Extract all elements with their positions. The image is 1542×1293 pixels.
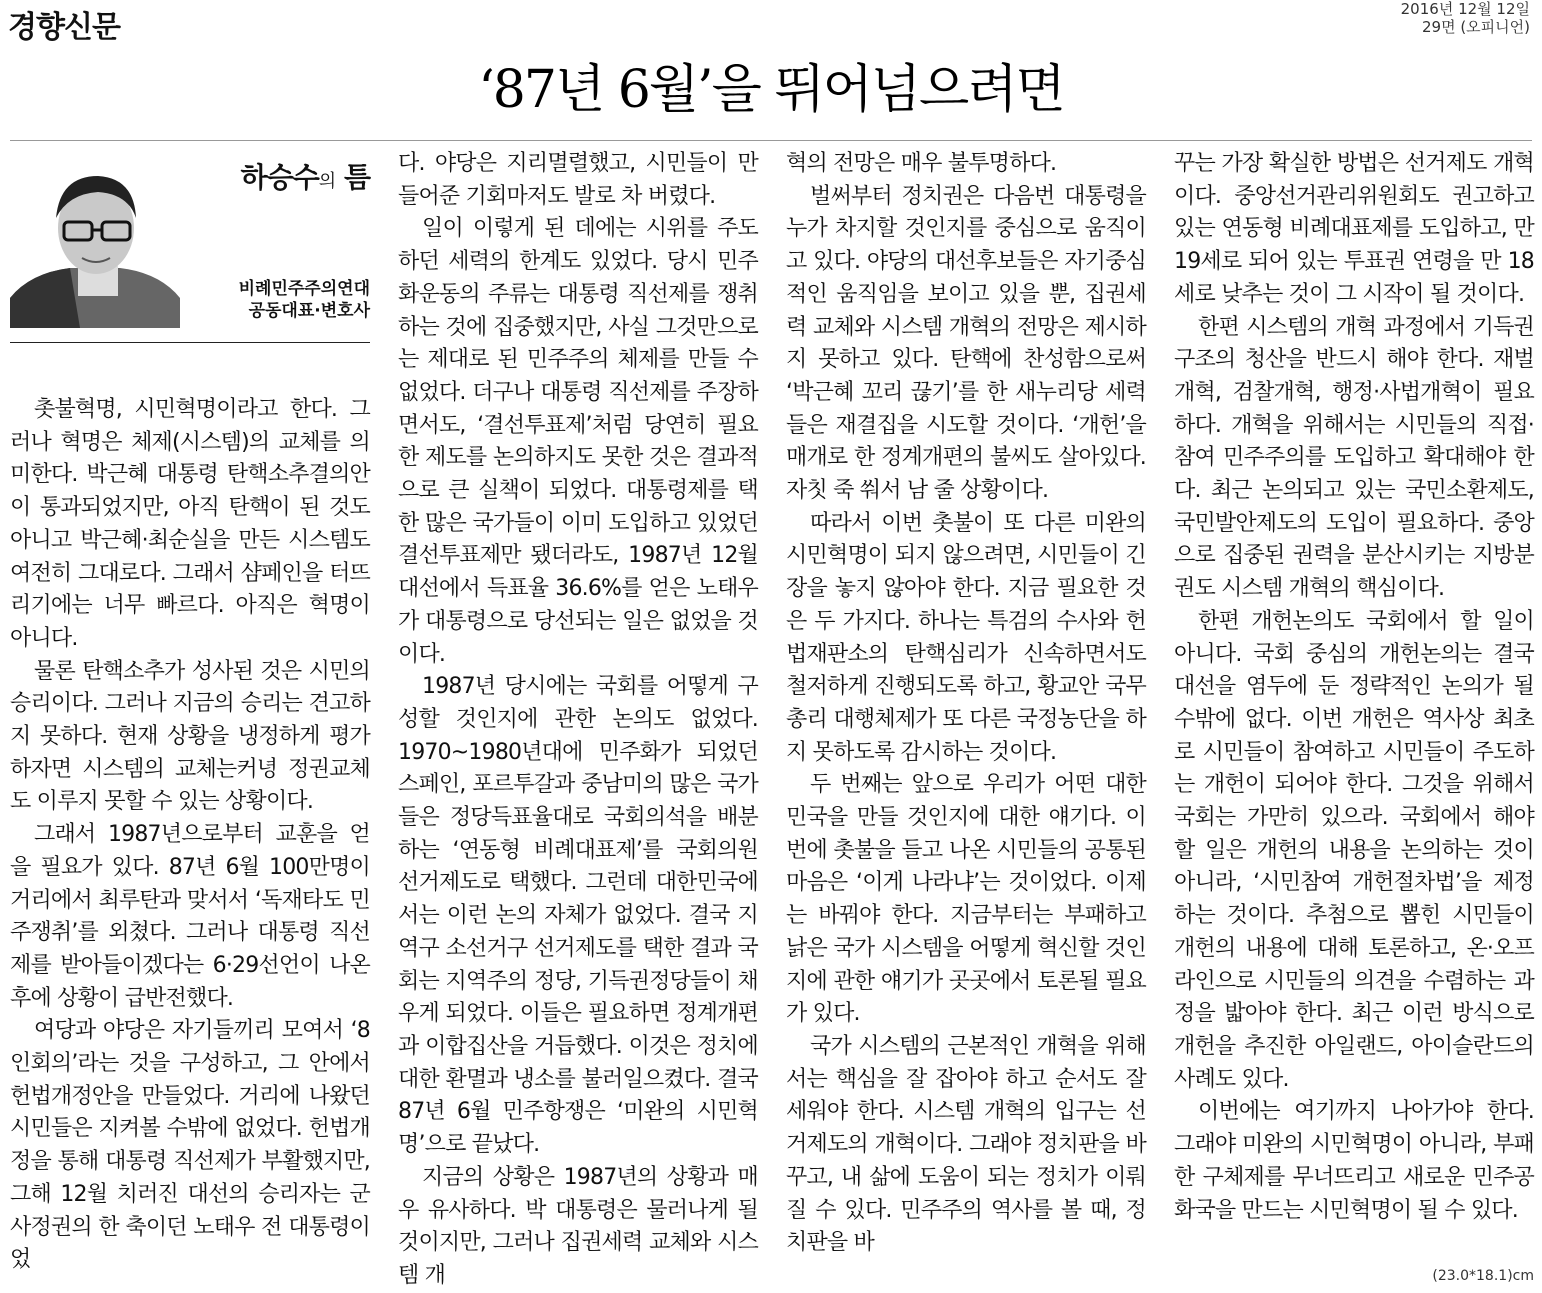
article-paragraph: 지금의 상황은 1987년의 상황과 매우 유사하다. 박 대통령은 물러나게 될 것이지만, 그러나 집권세력 교체와 시스템 개 (398, 1164, 758, 1288)
article-paragraph: 1987년 당시에는 국회를 어떻게 구성할 것인지에 관한 논의도 없었다. 1970~1980년대에 민주화가 되었던 스페인, 포르투갈과 중남미의 많은 국가들은 정당득표율대로 국회의석을 배분하는 ‘연동형 비례대표제’를 국회의원 선거제도로 택했다. 그런데 대한민국에서는 이런 논의 자체가 없었다. 결국 지역구 소선거구 선거제도를 택한 결과 국회는 지역주의 정당, 기득권정당들이 채우게 되었다. 이들은 필요하면 정계개편과 이합집산을 거듭했다. 이것은 정치에 대한 환멸과 냉소를 불러일으켰다. 결국 87년 6월 민주항쟁은 ‘미완의 시민혁명’으로 끝났다. (398, 674, 758, 1158)
article-paragraph: 여당과 야당은 자기들끼리 모여서 ‘8인회의’라는 것을 구성하고, 그 안에서 헌법개정안을 만들었다. 거리에 나왔던 시민들은 지켜볼 수밖에 없었다. 헌법개정을 통해 대통령 직선제가 부활했지만, 그해 12월 치러진 대선의 승리자는 군사정권의 한 축이던 노태우 전 대통령이었 (10, 1018, 370, 1273)
article-paragraph: 일이 이렇게 된 데에는 시위를 주도하던 세력의 한계도 있었다. 당시 민주화운동의 주류는 대통령 직선제를 쟁취하는 것에 집중했지만, 사실 그것만으로는 제대로 된 민주주의 체제를 만들 수 없었다. 더구나 대통령 직선제를 주장하면서도, ‘결선투표제’처럼 당연히 필요한 제도를 논의하지도 못한 것은 결과적으로 큰 실책이 되었다. 대통령제를 택한 많은 국가들이 이미 도입하고 있었던 결선투표제만 됐더라도, 1987년 12월 대선에서 득표율 36.6%를 얻은 노태우가 대통령으로 당선되는 일은 없었을 것이다. (398, 216, 758, 667)
article-paragraph: 따라서 이번 촛불이 또 다른 미완의 시민혁명이 되지 않으려면, 시민들이 긴장을 놓지 않아야 한다. 지금 필요한 것은 두 가지다. 하나는 특검의 수사와 헌법재판소의 탄핵심리가 신속하면서도 철저하게 진행되도록 하고, 황교안 국무총리 대행체제가 또 다른 국정농단을 하지 못하도록 감시하는 것이다. (786, 510, 1146, 765)
article-paragraph: 두 번째는 앞으로 우리가 어떤 대한민국을 만들 것인지에 대한 얘기다. 이번에 촛불을 들고 나온 시민들의 공통된 마음은 ‘이게 나라냐’는 것이었다. 이제는 바꿔야 한다. 지금부터는 부패하고 낡은 국가 시스템을 어떻게 혁신할 것인지에 관한 얘기가 곳곳에서 토론될 필요가 있다. (786, 772, 1146, 1027)
article-paragraph: 물론 탄핵소추가 성사된 것은 시민의 승리이다. 그러나 지금의 승리는 견고하지 못하다. 현재 상황을 냉정하게 평가하자면 시스템의 교체는커녕 정권교체도 이루지 못할 수 있는 상황이다. (10, 658, 370, 815)
article-column-1 (10, 394, 370, 1277)
page-section: 29면 (오피니언) (1421, 18, 1530, 36)
article-paragraph: 다. 야당은 지리멸렬했고, 시민들이 만들어준 기회마저도 발로 차 버렸다. (398, 151, 758, 209)
author-role: 공동대표·변호사 (248, 301, 370, 321)
author-photo (10, 158, 180, 328)
author-name: 하승수 (240, 161, 319, 194)
column-name (241, 156, 370, 196)
article-paragraph: 한편 시스템의 개혁 과정에서 기득권 구조의 청산을 반드시 해야 한다. 재벌개혁, 검찰개혁, 행정·사법개혁이 필요하다. 개혁을 위해서는 시민들의 직접·참여 민주주의를 도입하고 확대해야 한다. 최근 논의되고 있는 국민소환제도, 국민발안제도의 도입이 필요하다. 중앙으로 집중된 권력을 분산시키는 지방분권도 시스템 개혁의 핵심이다. (1174, 314, 1534, 602)
article-paragraph: 국가 시스템의 근본적인 개혁을 위해서는 핵심을 잘 잡아야 하고 순서도 잘 세워야 한다. 시스템 개혁의 입구는 선거제도의 개혁이다. 그래야 정치판을 바꾸고, 내 삶에 도움이 되는 정치가 이뤄질 수 있다. 민주주의 역사를 볼 때, 정치판을 바 (786, 1033, 1146, 1256)
masthead: 경향신문 (8, 10, 120, 45)
publication-meta (1401, 0, 1530, 36)
column-title: 틈 (343, 161, 370, 194)
publication-date: 2016년 12월 12일 (1400, 0, 1530, 18)
byline-rule (10, 342, 370, 343)
article-paragraph: 한편 개헌논의도 국회에서 할 일이 아니다. 국회 중심의 개헌논의는 결국 대선을 염두에 둔 정략적인 논의가 될 수밖에 없다. 이번 개헌은 역사상 최초로 시민들이 참여하고 시민들이 주도하는 개헌이 되어야 한다. 그것을 위해서 국회는 가만히 있으라. 국회에서 해야 할 일은 개헌의 내용을 논의하는 것이 아니라, ‘시민참여 개헌절차법’을 제정하는 것이다. 추첨으로 뽑힌 시민들이 개헌의 내용에 대해 토론하고, 온·오프라인으로 시민들의 의견을 수렴하는 과정을 밟아야 한다. 최근 이런 방식으로 개헌을 추진한 아일랜드, 아이슬란드의 사례도 있다. (1174, 608, 1534, 1092)
article-paragraph: 혁의 전망은 매우 불투명하다. (786, 151, 1057, 176)
headline: ‘87년 6월’을 뛰어넘으려면 (478, 60, 1064, 120)
column-connector: 의 (318, 171, 336, 192)
article-paragraph: 꾸는 가장 확실한 방법은 선거제도 개혁이다. 중앙선거관리위원회도 권고하고 있는 연동형 비례대표제를 도입하고, 만 19세로 되어 있는 투표권 연령을 만 18세로 낮추는 것이 그 시작이 될 것이다. (1174, 151, 1534, 307)
author-org: 비례민주주의연대 (238, 279, 370, 299)
article-column-3 (786, 148, 1146, 1260)
size-note: (23.0*18.1)cm (1432, 1268, 1534, 1284)
article-column-2 (398, 148, 758, 1293)
article-paragraph: 촛불혁명, 시민혁명이라고 한다. 그러나 혁명은 체제(시스템)의 교체를 의미한다. 박근혜 대통령 탄핵소추결의안이 통과되었지만, 아직 탄핵이 된 것도 아니고 박근혜·최순실을 만든 시스템도 여전히 그대로다. 그래서 샴페인을 터뜨리기에는 너무 빠르다. 아직은 혁명이 아니다. (10, 397, 370, 651)
article-paragraph: 이번에는 여기까지 나아가야 한다. 그래야 미완의 시민혁명이 아니라, 부패한 구체제를 무너뜨리고 새로운 민주공화국을 만드는 시민혁명이 될 수 있다. (1174, 1099, 1534, 1223)
article-paragraph: 벌써부터 정치권은 다음번 대통령을 누가 차지할 것인지를 중심으로 움직이고 있다. 야당의 대선후보들은 자기중심적인 움직임을 보이고 있을 뿐, 집권세력 교체와 시스템 개혁의 전망은 제시하지 못하고 있다. 탄핵에 찬성함으로써 ‘박근혜 꼬리 끊기’를 한 새누리당 세력들은 재결집을 시도할 것이다. ‘개헌’을 매개로 한 정계개편의 불씨도 살아있다. 자칫 죽 쒀서 남 줄 상황이다. (786, 183, 1146, 504)
article-column-4 (1174, 148, 1534, 1227)
author-affiliation (239, 278, 370, 322)
headline-rule (10, 140, 1532, 141)
article-paragraph: 그래서 1987년으로부터 교훈을 얻을 필요가 있다. 87년 6월 100만명이 거리에서 최루탄과 맞서서 ‘독재타도 민주쟁취’를 외쳤다. 그러나 대통령 직선제를 받아들이겠다는 6·29선언이 나온 후에 상황이 급반전했다. (10, 822, 370, 1011)
byline-block (10, 150, 370, 330)
